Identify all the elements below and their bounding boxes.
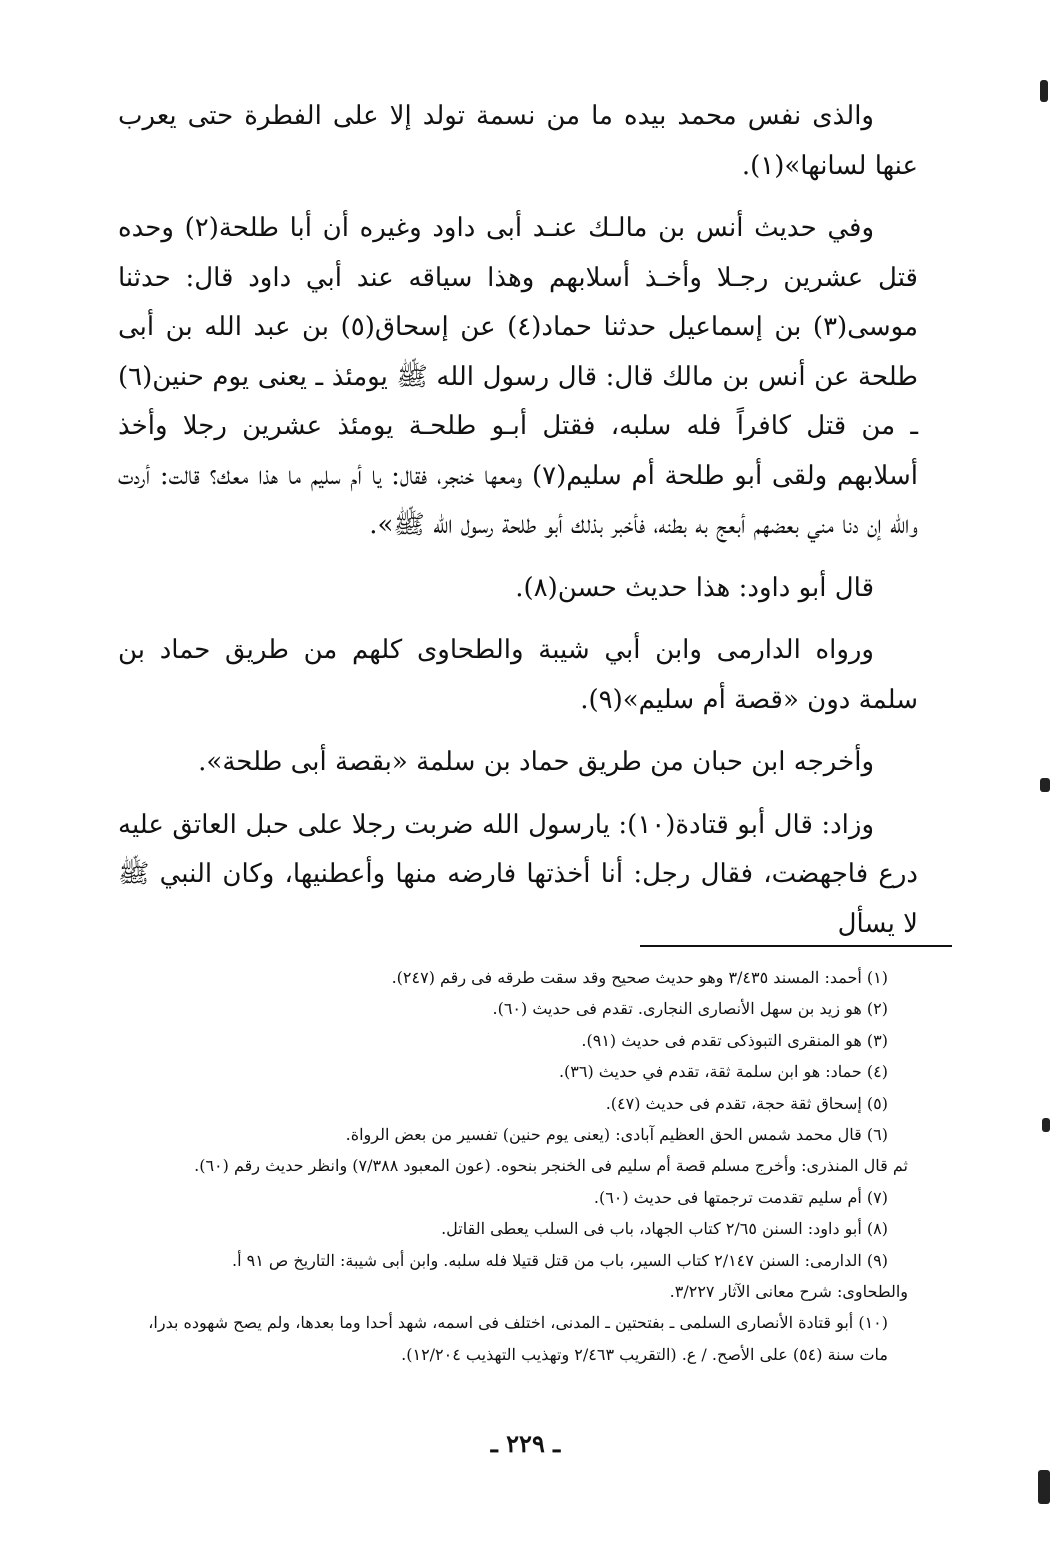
paragraph-2: وفي حديث أنس بن مالـك عنـد أبى داود وغيره أن أبا طلحة(٢) وحده قتل عشرين رجـلا وأخـذ أسلابهم وهذا سياقه عند أبي داود قال: حدثنا موسى(٣) بن إسماعيل حدثنا حماد(٤) عن إسحاق(٥) بن عبد الله بن أبى طلحة عن أنس بن مالك قال: قال رسول الله ﷺ يومئذ ـ يعنى يوم حنين(٦) ـ من قتل كافراً فله سلبه، فقتل أبـو طلحـة يومئذ عشرين رجلا وأخذ أسلابهم ولقى أبو طلحة أم سليم(٧) ومعها خنجر، فقال: يا أم سليم ما هذا معك؟ قالت: أردت والله إن دنا مني بعضهم أبعج به بطنه، فأخبر بذلك أبو طلحة رسول الله ﷺ». <box>118 213 919 540</box>
footnote-8: (٨) أبو داود: السنن ٢/٦٥ كتاب الجهاد، باب فى السلب يعطى القاتل. <box>441 1219 888 1239</box>
footnote-3: (٣) هو المنقرى التبوذكى تقدم فى حديث (٩١). <box>581 1030 888 1050</box>
main-text <box>118 92 918 962</box>
footnote-divider <box>640 945 952 947</box>
scan-edge-mark <box>1038 1470 1050 1504</box>
footnote-2: (٢) هو زيد بن سهل الأنصارى النجارى. تقدم فى حديث (٦٠). <box>492 999 888 1019</box>
footnote-5: (٥) إسحاق ثقة حجة، تقدم فى حديث (٤٧). <box>605 1093 888 1113</box>
footnotes <box>118 962 918 1370</box>
page-number: ـ ٢٢٩ ـ <box>490 1429 561 1458</box>
footnote-9: (٩) الدارمى: السنن ٢/١٤٧ كتاب السير، باب من قتل قتيلا فله سلبه. وابن أبى شيبة: التاريخ ص ٩١ أ. <box>232 1250 888 1270</box>
footnote-6: (٦) قال محمد شمس الحق العظيم آبادى: (يعنى يوم حنين) تفسير من بعض الرواة. <box>345 1125 888 1145</box>
scan-edge-mark <box>1040 778 1050 792</box>
paragraph-4: ورواه الدارمى وابن أبي شيبة والطحاوى كلهم من طريق حماد بن سلمة دون «قصة أم سليم»(٩). <box>118 635 918 715</box>
paragraph-5: وأخرجه ابن حبان من طريق حماد بن سلمة «بقصة أبى طلحة». <box>198 747 874 777</box>
paragraph-1: والذى نفس محمد بيده ما من نسمة تولد إلا على الفطرة حتى يعرب عنها لسانها»(١). <box>118 101 918 181</box>
footnote-9-continuation: والطحاوى: شرح معانى الآثار ٣/٢٢٧. <box>669 1282 908 1302</box>
footnote-6-continuation: ثم قال المنذرى: وأخرج مسلم قصة أم سليم فى الخنجر بنحوه. (عون المعبود ٧/٣٨٨) وانظر حديث رقم (٦٠). <box>194 1156 908 1176</box>
scan-edge-mark <box>1040 80 1048 102</box>
footnote-7: (٧) أم سليم تقدمت ترجمتها فى حديث (٦٠). <box>593 1187 888 1207</box>
footnote-10: (١٠) أبو قتادة الأنصارى السلمى ـ بفتحتين ـ المدنى، اختلف فى اسمه، شهد أحدا وما بعدها، ولم يصح شهوده بدرا، مات سنة (٥٤) على الأصح. / ع. (التقريب ٢/٤٦٣ وتهذيب التهذيب ١٢/٢٠٤). <box>148 1313 888 1364</box>
paragraph-3: قال أبو داود: هذا حديث حسن(٨). <box>515 572 874 603</box>
footnote-4: (٤) حماد: هو ابن سلمة ثقة، تقدم في حديث (٣٦). <box>558 1062 888 1082</box>
footnote-1: (١) أحمد: المسند ٣/٤٣٥ وهو حديث صحيح وقد سقت طرقه فى رقم (٢٤٧). <box>391 968 888 987</box>
paragraph-6: وزاد: قال أبو قتادة(١٠): يارسول الله ضربت رجلا على حبل العاتق عليه درع فاجهضت، فقال رجل: أنا أخذتها فارضه منها وأعطنيها، وكان النبي ﷺ لا يسأل <box>118 809 918 939</box>
scan-edge-mark <box>1042 1118 1050 1132</box>
